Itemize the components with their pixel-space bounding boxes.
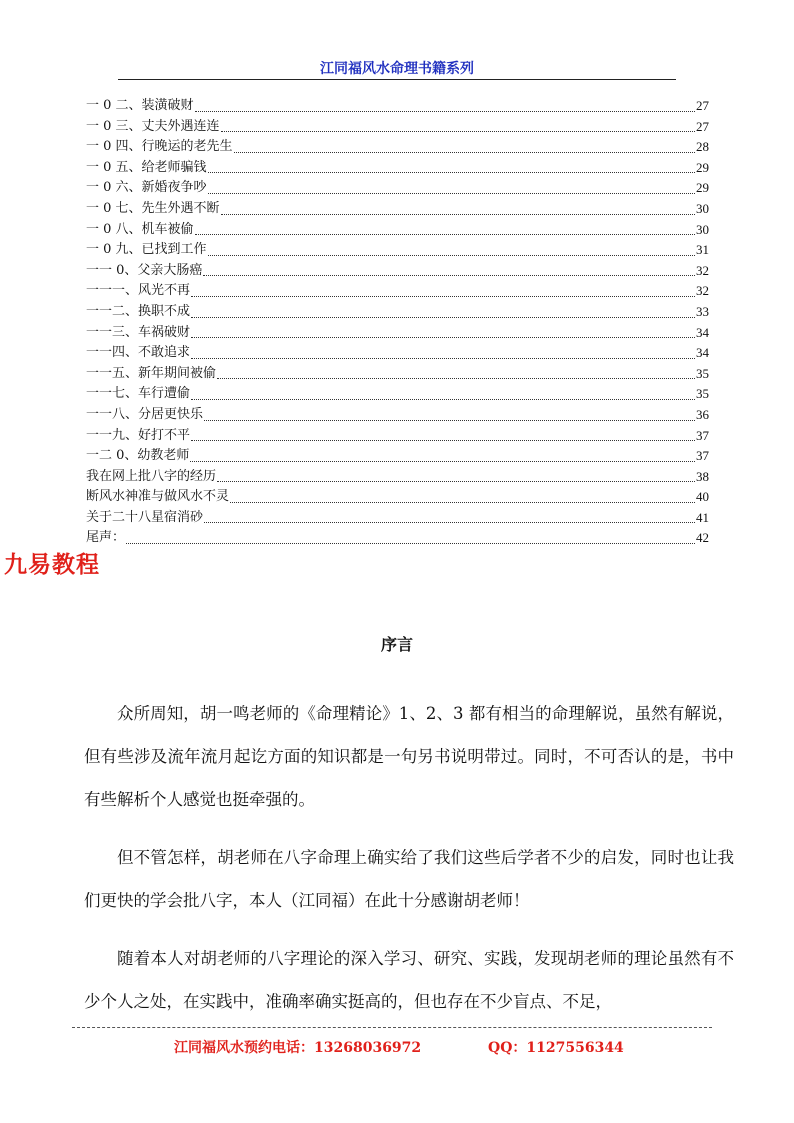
toc-entry-page: 32 [696,283,709,299]
footer-divider [72,1027,712,1028]
toc-entry-title: 一 0 五、给老师骗钱 [86,159,207,175]
toc-entry[interactable] [86,364,709,385]
preface-title: 序言 [380,635,413,654]
toc-entry-title: 一 0 四、行晚运的老先生 [86,139,233,155]
toc-entry-page: 33 [696,303,709,319]
toc-entry[interactable] [86,96,709,117]
toc-entry-page: 28 [696,139,709,155]
toc-entry-page: 37 [696,448,709,464]
toc-dot-leader [191,358,695,359]
toc-entry-title: 我在网上批八字的经历 [86,468,217,484]
toc-dot-leader [230,502,695,503]
toc-entry[interactable] [86,467,709,488]
toc-entry-title: 断风水神准与做风水不灵 [86,489,230,505]
toc-entry-title: 尾声： [86,530,126,546]
toc-entry-title: 一一七、车行遭偷 [86,386,191,402]
toc-entry-title: 一一九、好打不平 [86,427,191,443]
toc-entry-page: 34 [696,324,709,340]
toc-entry[interactable] [86,426,709,447]
toc-entry-title: 一 0 七、先生外遇不断 [86,200,220,216]
toc-entry-page: 34 [696,345,709,361]
toc-entry[interactable] [86,446,709,467]
toc-dot-leader [204,420,695,421]
toc-entry-page: 29 [696,159,709,175]
toc-entry-page: 35 [696,386,709,402]
preface-paragraph: 但不管怎样，胡老师在八字命理上确实给了我们这些后学者不少的启发，同时也让我们更快的学会批八字，本人（江同福）在此十分感谢胡老师！ [84,848,734,910]
toc-entry-title: 一 0 六、新婚夜争吵 [86,180,207,196]
toc-dot-leader [204,522,695,523]
toc-dot-leader [221,214,695,215]
toc-entry-page: 31 [696,242,709,258]
footer-qq: QQ：1127556344 [488,1040,624,1056]
toc-entry-title: 一 0 二、装潢破财 [86,98,194,113]
toc-entry-page: 30 [696,200,709,216]
toc-entry-page: 41 [696,509,709,525]
toc-entry[interactable] [86,508,709,529]
toc-entry[interactable] [86,199,709,220]
toc-entry-page: 38 [696,468,709,484]
toc-entry-title: 一 0 八、机车被偷 [86,221,194,237]
toc-entry-page: 36 [696,406,709,422]
toc-entry-title: 一 0 九、已找到工作 [86,242,207,258]
toc-dot-leader [191,296,695,297]
toc-dot-leader [191,317,695,318]
toc-entry[interactable] [86,323,709,344]
footer-phone: 江同福风水预约电话：13268036972 [174,1040,422,1056]
preface-paragraph: 众所周知，胡一鸣老师的《命理精论》1、2、3 都有相当的命理解说，虽然有解说，但有些涉及流年流月起讫方面的知识都是一句另书说明带过。同时，不可否认的是，书中有些解析个人感觉也挺牵强的。 [84,704,734,809]
toc-entry[interactable] [86,281,709,302]
toc-entry[interactable] [86,137,709,158]
toc-entry-page: 32 [696,262,709,278]
toc-entry-title: 一 0 三、丈夫外遇连连 [86,118,220,134]
page-header-title: 江同福风水命理书籍系列 [320,61,474,77]
toc-dot-leader [217,481,695,482]
toc-entry-page: 30 [696,221,709,237]
toc-entry[interactable] [86,343,709,364]
toc-dot-leader [217,378,695,379]
toc-entry[interactable] [86,220,709,241]
preface-paragraph: 随着本人对胡老师的八字理论的深入学习、研究、实践，发现胡老师的理论虽然有不少个人之处，在实践中，准确率确实挺高的，但也存在不少盲点、不足， [84,949,734,1011]
toc-entry[interactable] [86,528,709,549]
toc-entry-page: 35 [696,365,709,381]
toc-entry-title: 一一二、换职不成 [86,303,191,319]
toc-entry-title: 一一一、风光不再 [86,283,191,299]
toc-entry-title: 一一 0、父亲大肠癌 [86,262,203,278]
toc-dot-leader [190,461,695,462]
toc-dot-leader [191,399,695,400]
toc-entry[interactable] [86,405,709,426]
header-divider [118,79,676,80]
toc-entry-title: 一一八、分居更快乐 [86,406,204,422]
toc-dot-leader [208,255,695,256]
toc-entry[interactable] [86,158,709,179]
toc-entry-page: 42 [696,530,709,546]
table-of-contents [86,96,709,549]
toc-entry[interactable] [86,178,709,199]
toc-entry-title: 一一四、不敢追求 [86,345,191,361]
toc-entry-page: 27 [696,118,709,134]
toc-entry-title: 关于二十八星宿消砂 [86,509,204,525]
toc-entry-page: 40 [696,489,709,505]
toc-entry[interactable] [86,487,709,508]
toc-dot-leader [234,152,695,153]
toc-dot-leader [191,440,695,441]
toc-dot-leader [208,172,695,173]
toc-entry-title: 一一五、新年期间被偷 [86,365,217,381]
toc-dot-leader [126,543,695,544]
toc-entry-page: 29 [696,180,709,196]
toc-entry-title: 一二 0、幼教老师 [86,448,190,464]
toc-dot-leader [195,111,695,112]
toc-entry[interactable] [86,384,709,405]
toc-dot-leader [191,337,695,338]
toc-dot-leader [203,275,695,276]
toc-dot-leader [221,131,695,132]
toc-entry-page: 37 [696,427,709,443]
toc-entry[interactable] [86,302,709,323]
watermark-logo: 九易教程 [4,552,100,578]
toc-entry[interactable] [86,261,709,282]
toc-dot-leader [195,234,695,235]
toc-entry-title: 一一三、车祸破财 [86,324,191,340]
toc-entry-page: 27 [696,98,709,113]
toc-entry[interactable] [86,117,709,138]
toc-dot-leader [208,193,695,194]
toc-entry[interactable] [86,240,709,261]
